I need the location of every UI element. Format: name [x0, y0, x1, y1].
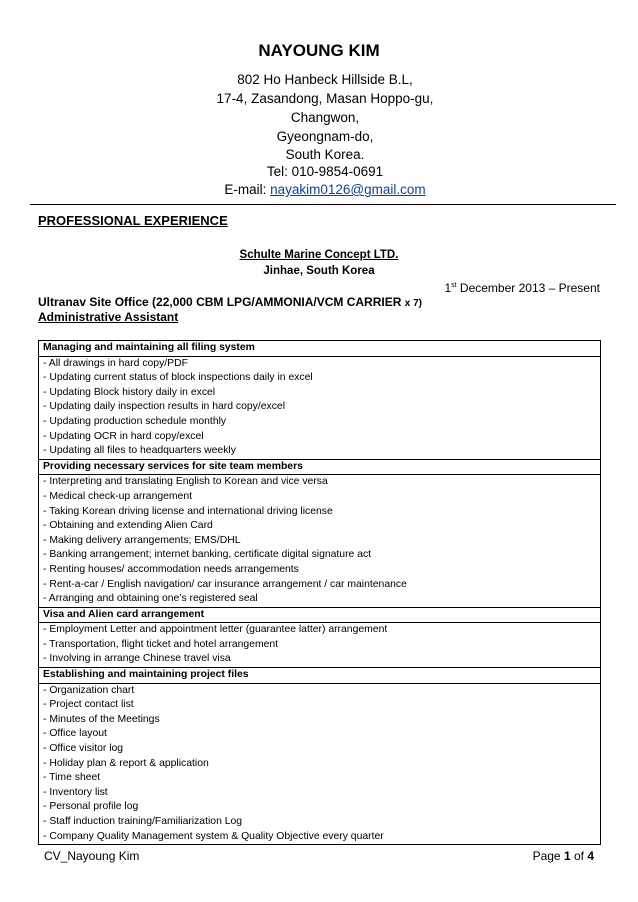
duty-item: - Updating all files to headquarters weekly [43, 445, 236, 457]
site-office [38, 295, 422, 311]
date-suffix: st [451, 282, 457, 289]
duty-item: - Project contact list [43, 699, 134, 711]
duty-items [39, 623, 601, 668]
site-office-text: Ultranav Site Office (22,000 CBM LPG/AMMONIA/VCM CARRIER [38, 295, 405, 309]
section-title: PROFESSIONAL EXPERIENCE [38, 213, 228, 228]
duty-items-row [39, 683, 601, 845]
duty-items-row [39, 623, 601, 668]
duty-item: - Office layout [43, 728, 107, 740]
duty-item: - Staff induction training/Familiarization Log [43, 816, 243, 827]
site-count: x 7) [404, 298, 422, 309]
footer-page-number [533, 849, 594, 863]
company-location: Jinhae, South Korea [263, 265, 375, 277]
duty-item: - Interpreting and translating English to Korean and vice versa [43, 476, 328, 488]
date-day: 1 [444, 281, 452, 295]
email-line [0, 182, 638, 198]
duty-heading-row [39, 459, 601, 475]
duty-item: - Renting houses/ accommodation needs arrangements [43, 563, 299, 575]
duty-item: - Taking Korean driving license and international driving license [43, 505, 333, 517]
candidate-name: NAYOUNG KIM [258, 41, 380, 60]
job-position: Administrative Assistant [38, 310, 179, 324]
duty-heading-row [39, 607, 601, 623]
duty-item: - Rent-a-car / English navigation/ car insurance arrangement / car maintenance [43, 578, 407, 590]
duty-item: - Obtaining and extending Alien Card [43, 520, 213, 532]
duty-item: - Office visitor log [43, 743, 124, 755]
address-line-3: Changwon, [290, 110, 360, 125]
duty-item: - All drawings in hard copy/PDF [43, 357, 188, 369]
duty-item: - Updating OCR in hard copy/excel [43, 430, 204, 442]
duties-table [38, 340, 601, 845]
duty-item: - Time sheet [43, 772, 101, 784]
duty-item: - Updating production schedule monthly [43, 415, 227, 427]
duty-heading-row [39, 668, 601, 684]
employment-dates [444, 279, 600, 295]
company-name-text: Schulte Marine Concept LTD. [239, 249, 399, 261]
duty-item: - Personal profile log [43, 801, 139, 813]
duty-heading: Providing necessary services for site team members [39, 459, 601, 475]
duty-heading: Establishing and maintaining project files [39, 668, 601, 684]
duty-item: - Transportation, flight ticket and hotel arrangement [43, 638, 279, 650]
address-line-5: South Korea. [285, 147, 365, 162]
date-rest: December 2013 – Present [456, 281, 600, 295]
duty-items-row [39, 475, 601, 607]
duty-item: - Banking arrangement; internet banking, certificate digital signature act [43, 549, 372, 561]
duty-item: - Medical check-up arrangement [43, 490, 193, 502]
company-name [0, 248, 638, 262]
duty-heading-row [39, 341, 601, 357]
address-line-2: 17-4, Zasandong, Masan Hoppo-gu, [216, 91, 434, 106]
duty-items [39, 475, 601, 607]
footer-document-name: CV_Nayoung Kim [44, 849, 140, 863]
duty-item: - Updating daily inspection results in hard copy/excel [43, 401, 285, 413]
header-divider [30, 204, 616, 205]
address-line-1: 802 Ho Hanbeck Hillside B.L, [237, 72, 413, 87]
duty-item: - Involving in arrange Chinese travel visa [43, 653, 231, 665]
duty-item: - Arranging and obtaining one’s registered seal [43, 593, 258, 605]
duty-items [39, 356, 601, 459]
duty-heading: Visa and Alien card arrangement [39, 607, 601, 623]
email-label: E-mail: [224, 182, 271, 197]
page-current: 1 [563, 849, 571, 863]
duty-item: - Holiday plan & report & application [43, 757, 209, 769]
duty-heading: Managing and maintaining all filing system [39, 341, 601, 357]
duty-item: - Employment Letter and appointment letter (guarantee latter) arrangement [43, 624, 388, 636]
page-of: of [570, 849, 588, 863]
page-total: 4 [587, 849, 594, 863]
duty-item: - Updating current status of block inspections daily in excel [43, 372, 313, 384]
duty-item: - Company Quality Management system & Quality Objective every quarter [43, 830, 384, 842]
page-word: Page [532, 849, 564, 863]
duty-item: - Making delivery arrangements; EMS/DHL [43, 534, 241, 546]
duty-item: - Inventory list [43, 786, 108, 798]
telephone: Tel: 010-9854-0691 [266, 164, 384, 179]
duty-item: - Minutes of the Meetings [43, 713, 160, 725]
duty-item: - Updating Block history daily in excel [43, 386, 216, 398]
duty-item: - Organization chart [43, 684, 135, 696]
address-line-4: Gyeongnam-do, [276, 129, 374, 144]
duty-items [39, 683, 601, 845]
email-link[interactable]: nayakim0126@gmail.com [270, 182, 426, 197]
duty-items-row [39, 356, 601, 459]
